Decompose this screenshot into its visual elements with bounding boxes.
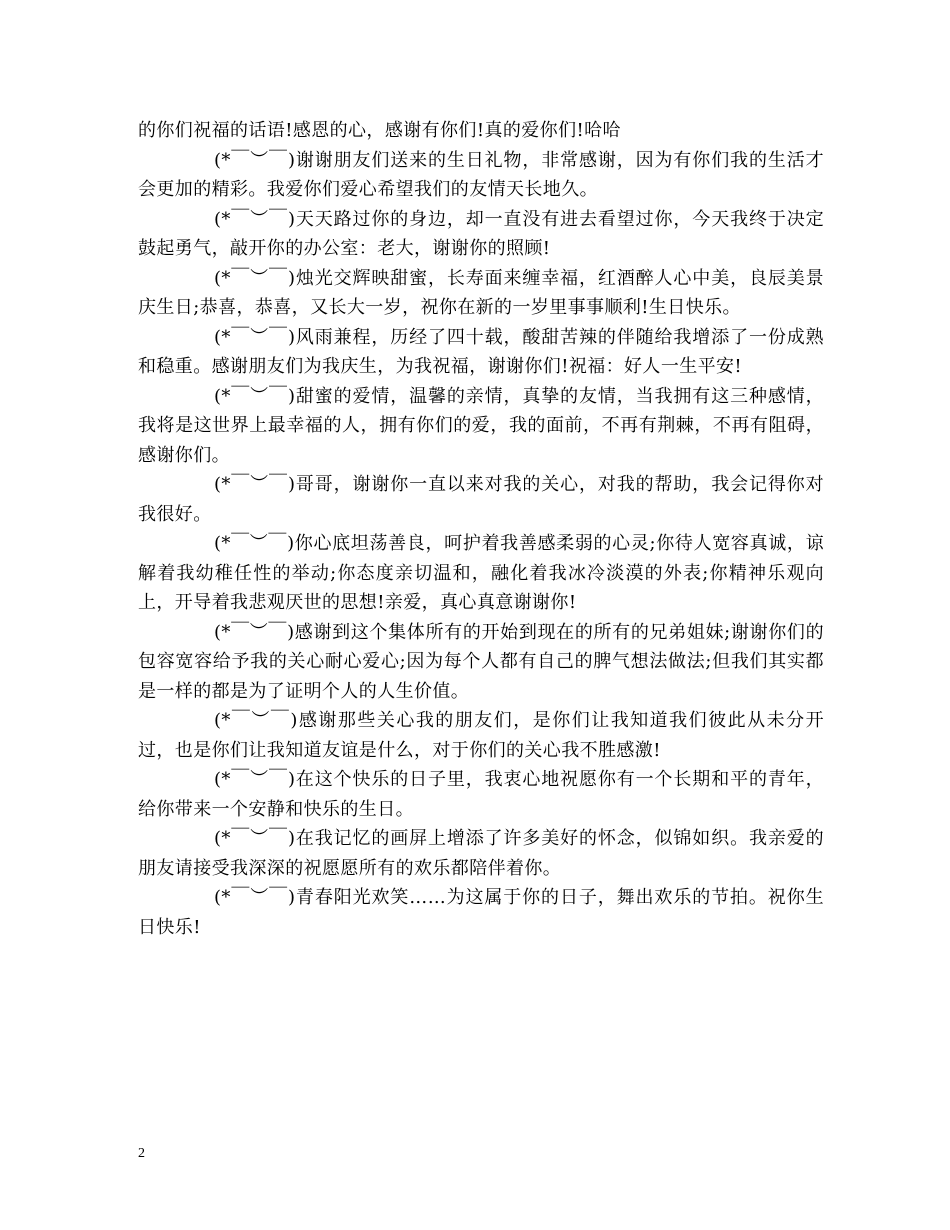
paragraph-6: (*￣︶￣)甜蜜的爱情，温馨的亲情，真挚的友情，当我拥有这三种感情，我将是这世界上最幸福的人，拥有你们的爱，我的面前，不再有荆棘，不再有阻碍，感谢你们。 [138, 385, 824, 466]
page-number: 2 [138, 1146, 145, 1161]
paragraph-8: (*￣︶￣)你心底坦荡善良，呵护着我善感柔弱的心灵;你待人宽容真诚，谅解着我幼稚任性的举动;你态度亲切温和，融化着我冰冷淡漠的外表;你精神乐观向上，开导着我悲观厌世的思想!亲爱，真心真意谢谢你! [138, 533, 824, 613]
paragraph-2: (*￣︶￣)谢谢朋友们送来的生日礼物，非常感谢，因为有你们我的生活才会更加的精彩。我爱你们爱心希望我们的友情天长地久。 [138, 149, 824, 200]
paragraph-11: (*￣︶￣)在这个快乐的日子里，我衷心地祝愿你有一个长期和平的青年，给你带来一个安静和快乐的生日。 [138, 769, 824, 820]
paragraph-9: (*￣︶￣)感谢到这个集体所有的开始到现在的所有的兄弟姐妹;谢谢你们的包容宽容给予我的关心耐心爱心;因为每个人都有自己的脾气想法做法;但我们其实都是一样的都是为了证明个人的人生价值。 [138, 621, 824, 702]
paragraph-12: (*￣︶￣)在我记忆的画屏上增添了许多美好的怀念，似锦如织。我亲爱的朋友请接受我深深的祝愿愿所有的欢乐都陪伴着你。 [138, 828, 824, 879]
paragraph-10: (*￣︶￣)感谢那些关心我的朋友们，是你们让我知道我们彼此从未分开过，也是你们让我知道友谊是什么，对于你们的关心我不胜感激! [138, 710, 824, 761]
paragraph-1: 的你们祝福的话语!感恩的心，感谢有你们!真的爱你们!哈哈 [138, 120, 621, 141]
body-text [138, 116, 824, 942]
paragraph-4: (*￣︶￣)烛光交辉映甜蜜，长寿面来缠幸福，红酒醉人心中美，良辰美景庆生日;恭喜，恭喜，又长大一岁，祝你在新的一岁里事事顺利!生日快乐。 [138, 267, 824, 318]
paragraph-13: (*￣︶￣)青春阳光欢笑……为这属于你的日子，舞出欢乐的节拍。祝你生日快乐! [138, 887, 824, 938]
paragraph-3: (*￣︶￣)天天路过你的身边，却一直没有进去看望过你，今天我终于决定鼓起勇气，敲开你的办公室：老大，谢谢你的照顾! [138, 208, 824, 259]
paragraph-7: (*￣︶￣)哥哥，谢谢你一直以来对我的关心，对我的帮助，我会记得你对我很好。 [138, 474, 824, 525]
paragraph-5: (*￣︶￣)风雨兼程，历经了四十载，酸甜苦辣的伴随给我增添了一份成熟和稳重。感谢朋友们为我庆生，为我祝福，谢谢你们!祝福：好人一生平安! [138, 326, 824, 377]
